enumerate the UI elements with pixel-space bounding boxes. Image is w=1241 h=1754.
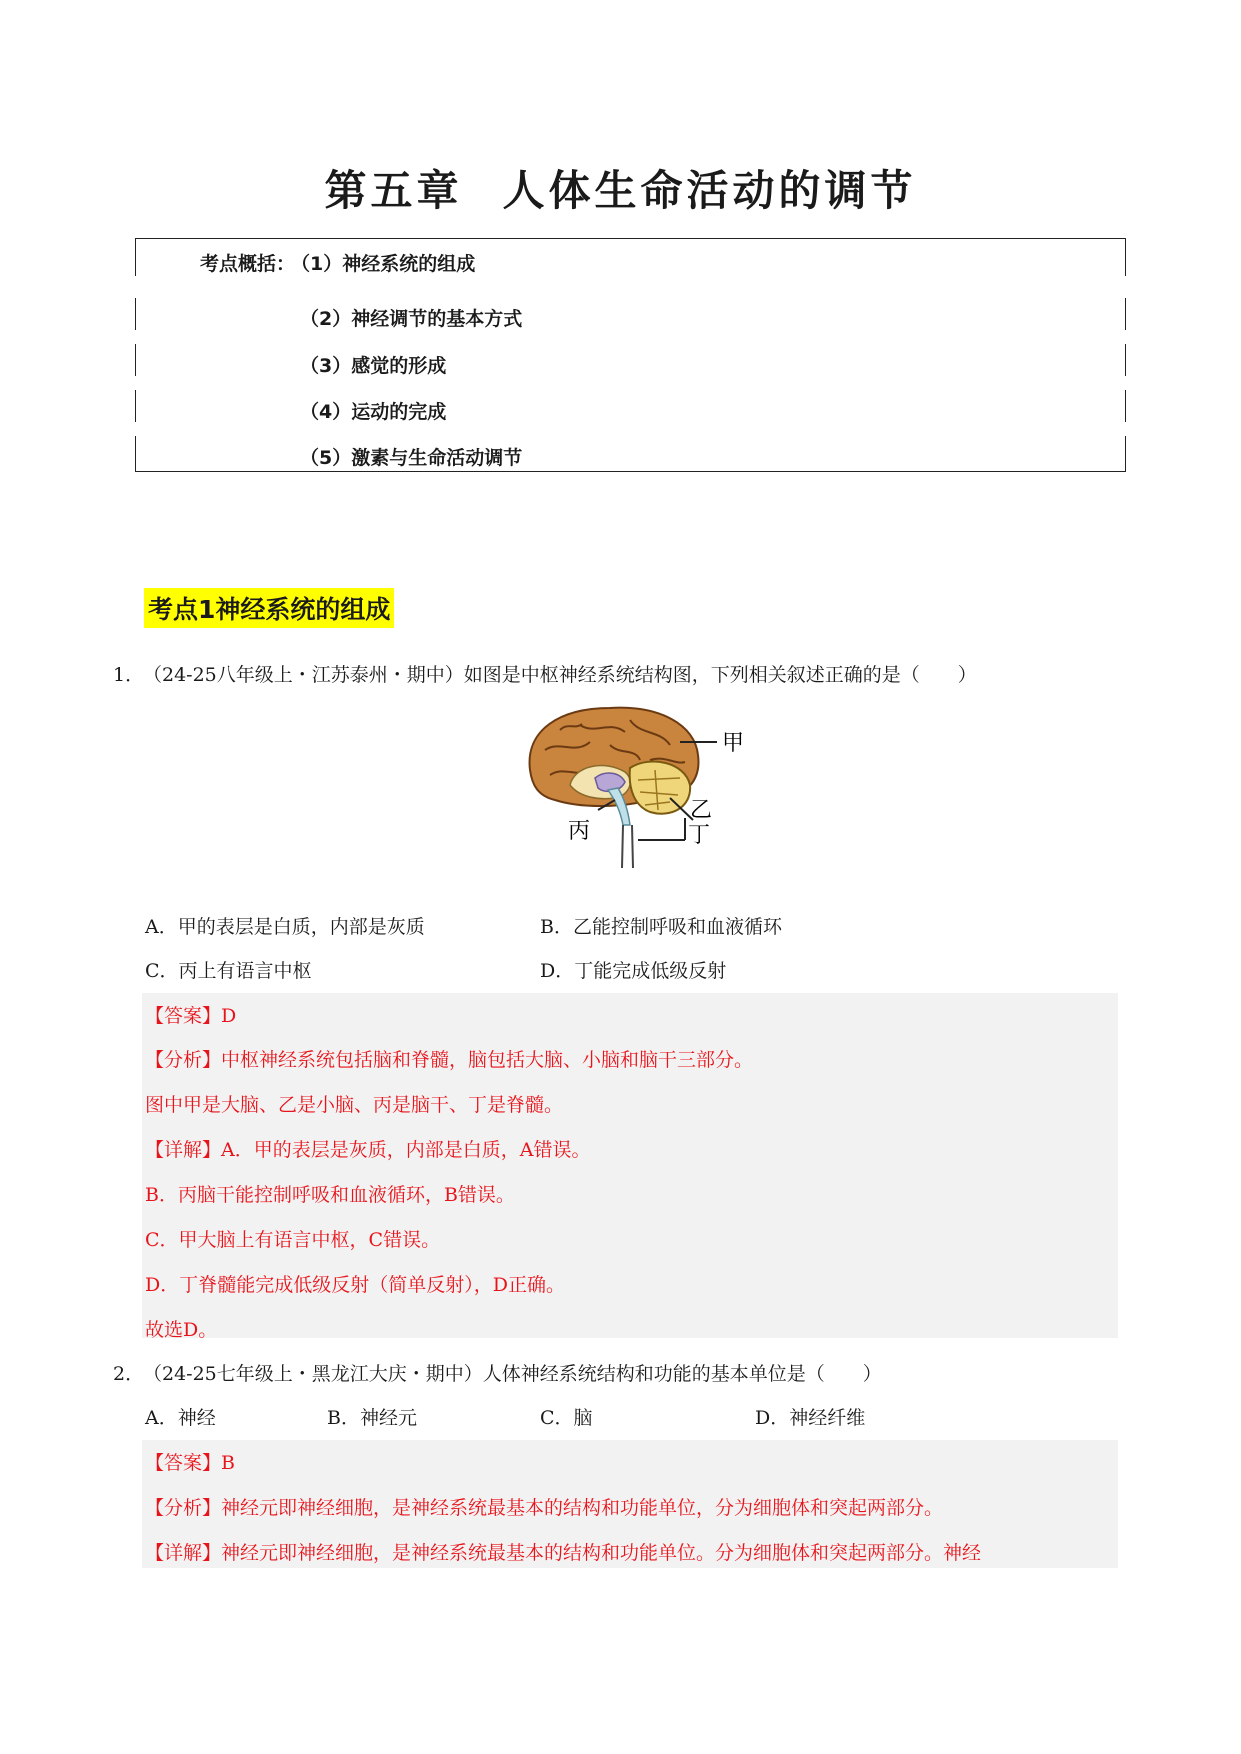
summary-left-border <box>135 298 136 330</box>
summary-item: （3）感觉的形成 <box>300 355 447 377</box>
answer-tag: 【答案】 <box>145 1005 222 1027</box>
analysis-line <box>145 1045 753 1072</box>
answer-value: D <box>221 1005 237 1027</box>
detail-text: A．甲的表层是灰质，内部是白质，A错误。 <box>221 1139 591 1161</box>
analysis-text: 图中甲是大脑、乙是小脑、丙是脑干、丁是脊髓。 <box>145 1094 564 1116</box>
summary-left-border <box>135 238 136 276</box>
summary-item: （1）神经系统的组成 <box>291 253 476 275</box>
summary-left-border <box>135 344 136 376</box>
option-d: D．丁能完成低级反射 <box>540 960 727 982</box>
detail-tag: 【详解】 <box>145 1139 222 1161</box>
detail-text: C．甲大脑上有语言中枢，C错误。 <box>145 1229 441 1251</box>
chapter-number: 第五章 <box>324 166 463 215</box>
label-ding: 丁 <box>688 823 711 848</box>
question-number: 1． <box>113 664 145 686</box>
label-jia: 甲 <box>722 731 745 756</box>
detail-text: B．丙脑干能控制呼吸和血液循环，B错误。 <box>145 1184 515 1206</box>
section-heading: 考点1神经系统的组成 <box>144 588 394 628</box>
detail-text: D．丁脊髓能完成低级反射（简单反射），D正确。 <box>145 1274 565 1296</box>
summary-left-border <box>135 436 136 471</box>
page-title <box>0 158 1241 218</box>
summary-label: 考点概括： <box>200 253 296 275</box>
answer-value: B <box>221 1452 235 1474</box>
answer-tag: 【答案】 <box>145 1452 222 1474</box>
question-stem: （24-25七年级上・黑龙江大庆・期中）人体神经系统结构和功能的基本单位是（ ） <box>143 1363 882 1385</box>
option-c: C．丙上有语言中枢 <box>145 960 312 982</box>
brain-diagram <box>520 700 820 870</box>
summary-right-border <box>1125 436 1126 471</box>
option-b: B．乙能控制呼吸和血液循环 <box>540 916 782 938</box>
analysis-line <box>145 1493 943 1520</box>
option-a: A．神经 <box>145 1407 216 1429</box>
analysis-text: 神经元即神经细胞，是神经系统最基本的结构和功能单位，分为细胞体和突起两部分。 <box>221 1497 944 1519</box>
summary-left-border <box>135 390 136 422</box>
summary-item: （5）激素与生命活动调节 <box>300 447 523 469</box>
option-c: C．脑 <box>540 1407 593 1429</box>
analysis-text: 中枢神经系统包括脑和脊髓，脑包括大脑、小脑和脑干三部分。 <box>221 1049 754 1071</box>
option-b: B．神经元 <box>327 1407 417 1429</box>
summary-right-border <box>1125 298 1126 330</box>
summary-right-border <box>1125 390 1126 422</box>
detail-line <box>145 1538 981 1565</box>
chapter-name: 人体生命活动的调节 <box>502 166 917 215</box>
detail-tag: 【详解】 <box>145 1542 222 1564</box>
detail-text: 故选D。 <box>145 1319 218 1341</box>
summary-item: （4）运动的完成 <box>300 401 447 423</box>
label-yi: 乙 <box>690 798 713 823</box>
question-number: 2． <box>113 1363 145 1385</box>
option-a: A．甲的表层是白质，内部是灰质 <box>145 916 425 938</box>
summary-top-border <box>135 238 1126 239</box>
summary-right-border <box>1125 238 1126 276</box>
summary-right-border <box>1125 344 1126 376</box>
answer-line <box>145 1448 235 1475</box>
question-stem: （24-25八年级上・江苏泰州・期中）如图是中枢神经系统结构图，下列相关叙述正确的是（ ） <box>143 664 977 686</box>
detail-text: 神经元即神经细胞，是神经系统最基本的结构和功能单位。分为细胞体和突起两部分。神经 <box>221 1542 982 1564</box>
summary-item: （2）神经调节的基本方式 <box>300 308 523 330</box>
answer-line <box>145 1001 236 1028</box>
analysis-tag: 【分析】 <box>145 1497 222 1519</box>
summary-bottom-border <box>135 471 1126 472</box>
option-d: D．神经纤维 <box>755 1407 866 1429</box>
analysis-tag: 【分析】 <box>145 1049 222 1071</box>
detail-line <box>145 1135 590 1162</box>
label-bing: 丙 <box>568 819 591 844</box>
